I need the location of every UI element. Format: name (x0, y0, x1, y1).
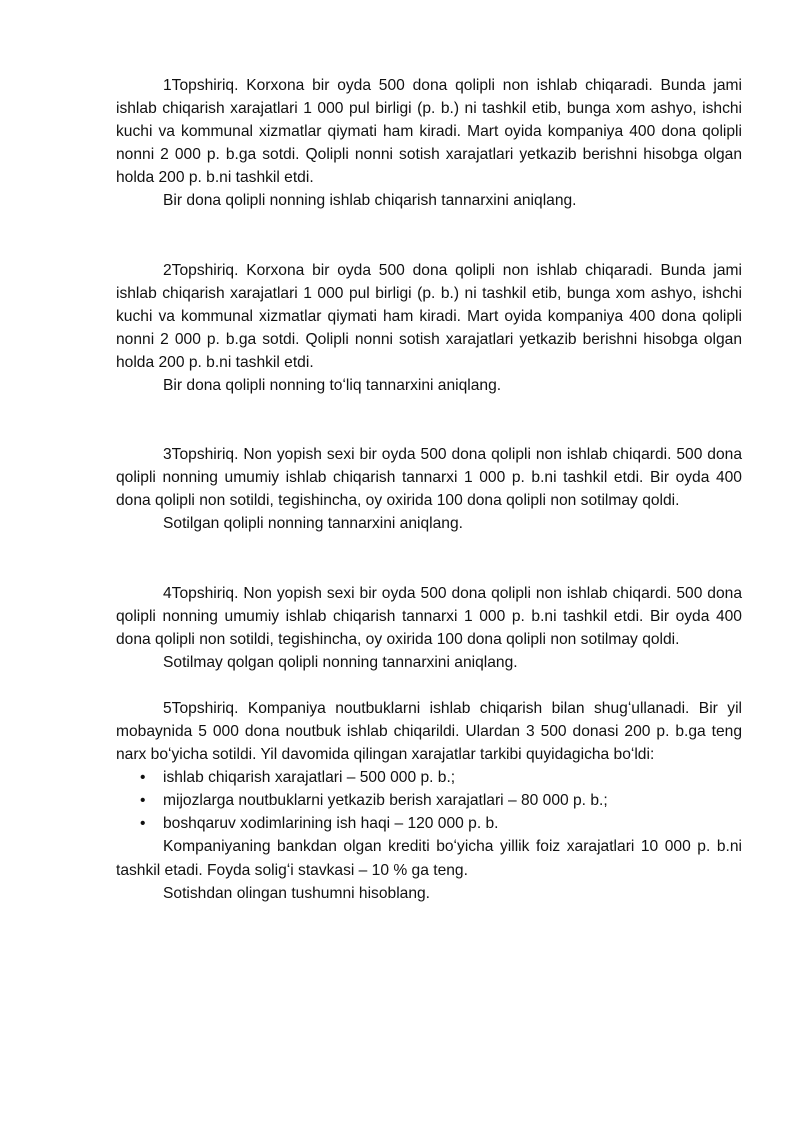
task-1-body: 1Topshiriq. Korxona bir oyda 500 dona qolipli non ishlab chiqaradi. Bunda jami ishlab chiqarish xarajatlari 1 000 pul birligi (p. b.) ni tashkil etib, bunga xom ashyo, ishchi kuchi va kommunal xizmatlar qiymati ham kiradi. Mart oyida kompaniya 400 dona qolipli nonni 2 000 p. b.ga sotdi. Qolipli nonni sotish xarajatlari yetkazib berishni hisobga olgan holda 200 p. b.ni tashkil etdi. (116, 77, 742, 187)
task-2-question: Bir dona qolipli nonning toʻliq tannarxini aniqlang. (163, 377, 502, 395)
bullet-icon: • (140, 792, 146, 810)
task-4 (116, 582, 742, 674)
bullet-icon: • (140, 769, 146, 787)
document-page (116, 74, 742, 905)
list-item-text: mijozlarga noutbuklarni yetkazib berish xarajatlari – 80 000 p. b.; (163, 792, 608, 810)
list-item (116, 812, 742, 835)
task-4-body: 4Topshiriq. Non yopish sexi bir oyda 500 dona qolipli non ishlab chiqardi. 500 dona qolipli nonning umumiy ishlab chiqarish tannarxi 1 000 p. b.ni tashkil etdi. Bir oyda 400 dona qolipli non sotildi, tegishincha, oy oxirida 100 dona qolipli non sotilmay qoldi. (116, 584, 742, 648)
task-1-question: Bir dona qolipli nonning ishlab chiqarish tannarxini aniqlang. (163, 192, 577, 210)
task-2-body: 2Topshiriq. Korxona bir oyda 500 dona qolipli non ishlab chiqaradi. Bunda jami ishlab chiqarish xarajatlari 1 000 pul birligi (p. b.) ni tashkil etib, bunga xom ashyo, ishchi kuchi va kommunal xizmatlar qiymati ham kiradi. Mart oyida kompaniya 400 dona qolipli nonni 2 000 p. b.ga sotdi. Qolipli nonni sotish xarajatlari yetkazib berishni hisobga olgan holda 200 p. b.ni tashkil etdi. (116, 261, 742, 371)
task-1 (116, 74, 742, 213)
list-item (116, 789, 742, 812)
task-2 (116, 259, 742, 398)
list-item-text: boshqaruv xodimlarining ish haqi – 120 000 p. b. (163, 815, 499, 833)
task-3-body: 3Topshiriq. Non yopish sexi bir oyda 500 dona qolipli non ishlab chiqardi. 500 dona qolipli nonning umumiy ishlab chiqarish tannarxi 1 000 p. b.ni tashkil etdi. Bir oyda 400 dona qolipli non sotildi, tegishincha, oy oxirida 100 dona qolipli non sotilmay qoldi. (116, 446, 742, 510)
task-5-body: 5Topshiriq. Kompaniya noutbuklarni ishlab chiqarish bilan shugʻullanadi. Bir yil mobaynida 5 000 dona noutbuk ishlab chiqarildi. Ulardan 3 500 donasi 200 p. b.ga teng narx boʻyicha sotildi. Yil davomida qilingan xarajatlar tarkibi quyidagicha boʻldi: (116, 699, 742, 764)
task-5-extra: Kompaniyaning bankdan olgan krediti boʻyicha yillik foiz xarajatlari 10 000 p. b.ni tashkil etadi. Foyda soligʻi stavkasi – 10 % ga teng. (116, 838, 742, 879)
task-3 (116, 443, 742, 535)
task-3-question: Sotilgan qolipli nonning tannarxini aniqlang. (163, 515, 463, 533)
task-5-cost-list (116, 766, 742, 835)
list-item (116, 766, 742, 789)
list-item-text: ishlab chiqarish xarajatlari – 500 000 p. b.; (163, 769, 456, 787)
task-5 (116, 697, 742, 905)
task-4-question: Sotilmay qolgan qolipli nonning tannarxini aniqlang. (163, 653, 518, 671)
bullet-icon: • (140, 815, 146, 833)
task-5-question: Sotishdan olingan tushumni hisoblang. (163, 884, 431, 902)
